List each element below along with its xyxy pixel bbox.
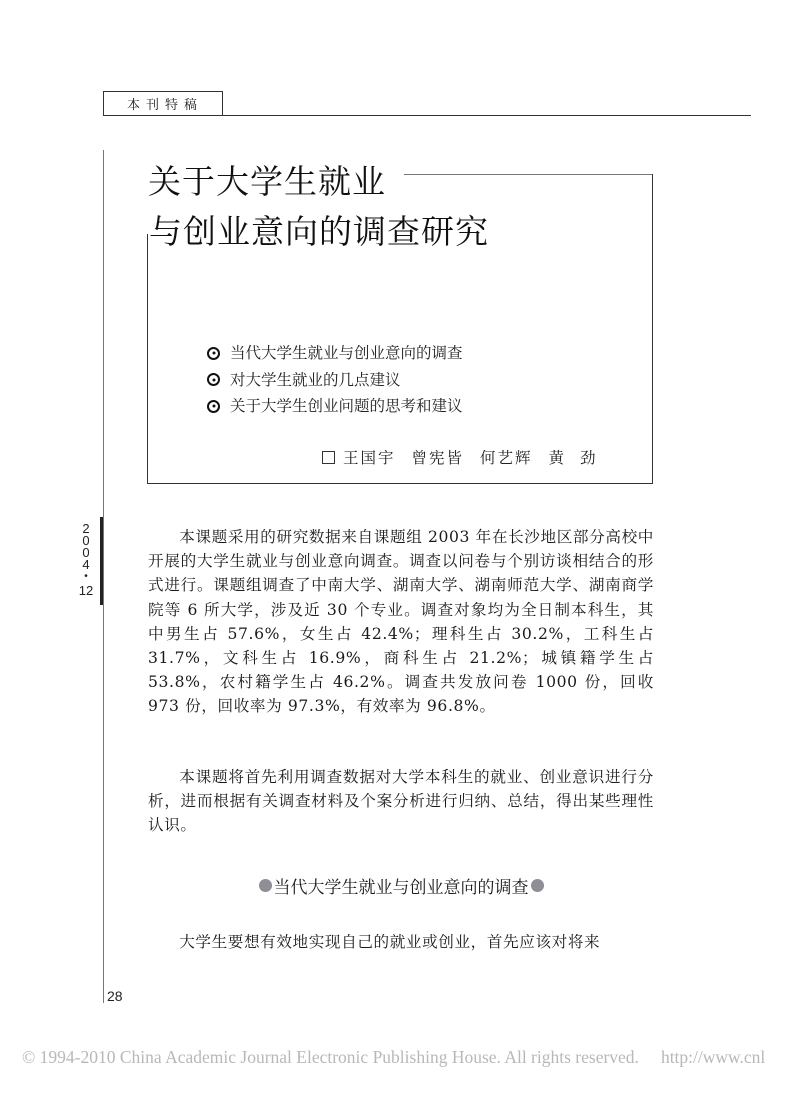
copyright-url: http://www.cnl [660,1047,766,1067]
year-digit: 0 [82,533,90,548]
margin-rule [103,150,104,1003]
title-frame-right [652,174,653,484]
page-number: 28 [107,988,123,1004]
section-heading [148,873,654,898]
copyright-notice [22,1047,765,1068]
square-box-icon [322,451,335,464]
issue-label [76,523,96,597]
outline-item [207,393,463,420]
separator-dot-icon: • [84,571,88,582]
gray-dot-icon [259,879,272,892]
year-digit: 4 [82,557,90,572]
copyright-text: © 1994-2010 China Academic Journal Electronic Publishing House. All rights reserved. [22,1047,639,1067]
author-name: 何艺辉 [480,449,533,467]
issue-number: 12 [78,583,94,598]
circle-bullet-icon [207,373,220,386]
year-digit: 2 [82,521,90,536]
title-frame-left [147,234,148,484]
body-paragraph: 本课题采用的研究数据来自课题组 2003 年在长沙地区部分高校中开展的大学生就业与创业意向调查。调查以问卷与个别访谈相结合的形式进行。课题组调查了中南大学、湖南大学、湖南师范大学、湖南商学院等 6 所大学，涉及近 30 个专业。调查对象均为全日制本科生，其中男生占 57.6%，女生占 42.4%；理科生占 30.2%，工科生占 31.7%，文科生占 16.9%，商科生占 21.2%；城镇籍学生占 53.8%，农村籍学生占 46.2%。调查共发放问卷 1000 份，回收 973 份，回收率为 97.3%，有效率为 96.8%。 [148,528,654,716]
author-name: 王国宇 [343,449,396,467]
article-title-line-1: 关于大学生就业 [148,162,386,201]
circle-bullet-icon [207,400,220,413]
outline-item-label: 当代大学生就业与创业意向的调查 [230,344,463,362]
margin-rule-accent [100,517,103,605]
article-outline [207,340,463,420]
outline-item [207,340,463,367]
author-name: 黄劲 [548,449,612,467]
circle-bullet-icon [207,347,220,360]
section-heading-label: 当代大学生就业与创业意向的调查 [273,878,529,898]
gray-dot-icon [531,879,544,892]
body-paragraph: 本课题将首先利用调查数据对大学本科生的就业、创业意识进行分析，进而根据有关调查材料及个案分析进行归纳、总结，得出某些理性认识。 [148,768,654,835]
article-title-line-2: 与创业意向的调查研究 [149,212,489,251]
year-digit: 0 [82,545,90,560]
author-list [322,446,612,468]
outline-item-label: 对大学生就业的几点建议 [230,370,401,389]
header-rule [140,115,751,116]
body-paragraph: 大学生要想有效地实现自己的就业或创业，首先应该对将来 [179,933,601,951]
outline-item [207,367,463,394]
column-tag: 本刊特稿 [103,91,223,116]
title-frame-top [404,174,653,175]
author-name: 曾宪皆 [411,449,465,467]
outline-item-label: 关于大学生创业问题的思考和建议 [230,397,463,415]
title-frame-bottom [147,483,653,484]
